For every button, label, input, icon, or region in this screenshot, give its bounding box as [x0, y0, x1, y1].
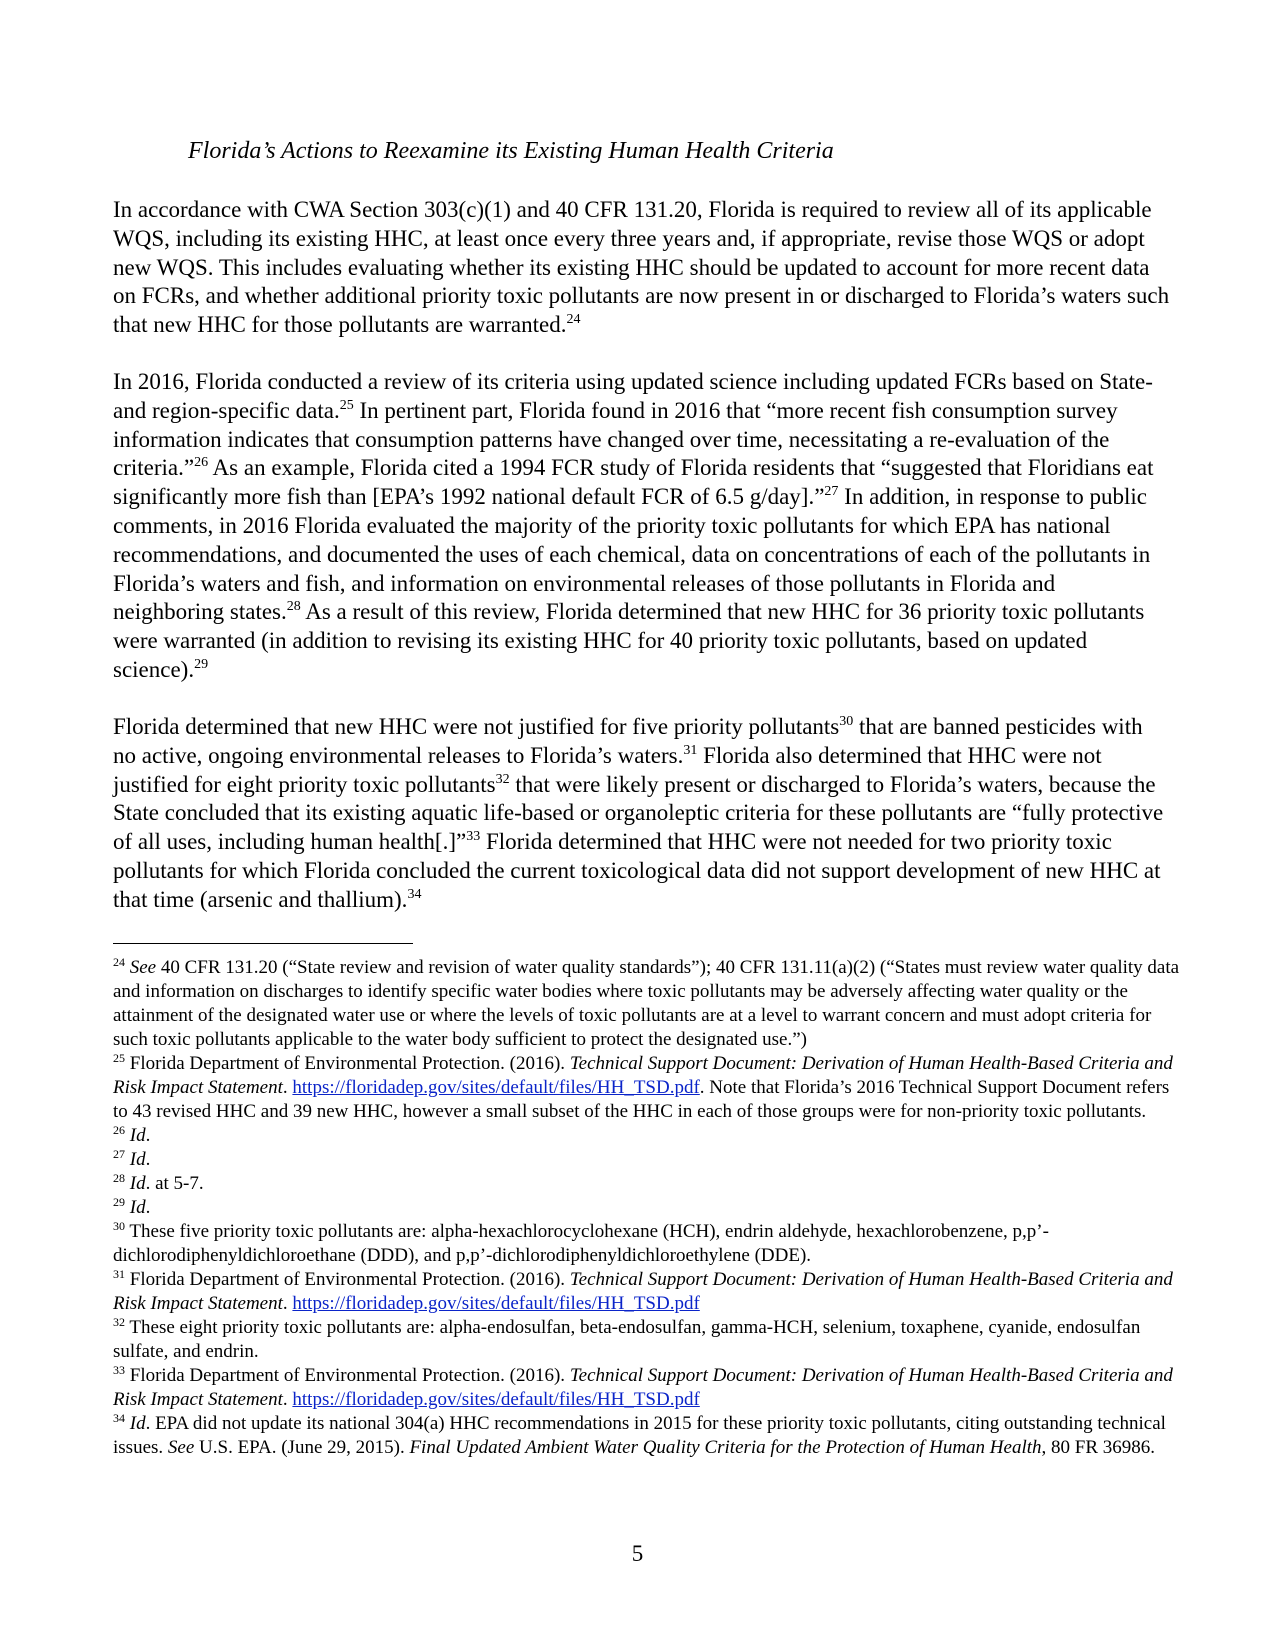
footnote-32	[113, 1316, 1183, 1364]
footnote-number: 29	[113, 1195, 125, 1209]
footnote-title: Final Updated Ambient Water Quality Criteria for the Protection of Human Health	[409, 1437, 1042, 1458]
footnote-number: 24	[113, 955, 125, 969]
footnote-title: Technical Support Document: Derivation of Human Health-Based Criteria and Risk Impact Statement	[113, 1365, 1173, 1410]
footnote-text: . Note that Florida’s 2016 Technical Support Document refers to 43 revised HHC and 39 new HHC, however a small subset of the HHC in each of those groups were for non-priority toxic pollutants.	[113, 1077, 1170, 1122]
footnote-25	[113, 1052, 1183, 1124]
paragraph-text: that are banned pesticides with no active, ongoing environmental releases to Florida’s waters.	[113, 714, 1143, 768]
footnote-text: .	[145, 1197, 151, 1218]
footnote-id: Id	[129, 1173, 146, 1194]
footnote-ref-29[interactable]: 29	[194, 656, 209, 672]
paragraph-text: that were likely present or discharged to Florida’s waters, because the State concluded that its existing aquatic life-based or organoleptic criteria for these pollutants are “fully protective of all uses, including human health[.]”	[113, 771, 1164, 855]
section-heading: Florida’s Actions to Reexamine its Existing Human Health Criteria	[188, 138, 834, 164]
paragraph-text: In accordance with CWA Section 303(c)(1) and 40 CFR 131.20, Florida is required to review all of its applicable WQS, including its existing HHC, at least once every three years and, if appropriate, revise those WQS or adopt new WQS. This includes evaluating whether its existing HHC should be updated to account for more recent data on FCRs, and whether additional priority toxic pollutants are now present in or discharged to Florida’s waters such that new HHC for those pollutants are warranted.	[113, 197, 1170, 338]
paragraph-text: In pertinent part, Florida found in 2016 that “more recent fish consumption survey information indicates that consumption patterns have changed over time, necessitating a re-evaluation of the criteria.”	[113, 397, 1118, 481]
footnote-text: These five priority toxic pollutants are: alpha-hexachlorocyclohexane (HCH), endrin aldehyde, hexachlorobenzene, p,p’-dichlorodiphenyldichloroethane (DDD), and p,p’-dichlorodiphenyldichloroethylene (DDE).	[113, 1221, 1049, 1266]
footnote-number: 30	[113, 1219, 125, 1233]
paragraph-review-requirement	[113, 196, 1171, 340]
footnote-signal: See	[129, 957, 157, 978]
footnote-number: 34	[113, 1411, 125, 1425]
paragraph-text: As an example, Florida cited a 1994 FCR study of Florida residents that “suggested that Floridians eat significantly more fish than [EPA’s 1992 national default FCR of 6.5 g/day].”	[113, 455, 1154, 510]
footnote-text: . at 5-7.	[145, 1173, 204, 1194]
footnote-29	[113, 1196, 1183, 1220]
footnote-ref-26[interactable]: 26	[194, 455, 209, 471]
footnote-ref-28[interactable]: 28	[286, 599, 301, 615]
footnote-27	[113, 1148, 1183, 1172]
paragraph-text: Florida determined that HHC were not needed for two priority toxic pollutants for which Florida concluded the current toxicological data did not support development of new HHC at that time (arsenic and thallium).	[113, 829, 1161, 912]
footnote-text: U.S. EPA. (June 29, 2015).	[194, 1437, 410, 1458]
paragraph-text: As a result of this review, Florida determined that new HHC for 36 priority toxic pollutants were warranted (in addition to revising its existing HHC for 40 priority toxic pollutants, based on updated science).	[113, 599, 1145, 682]
footnote-text: .	[145, 1149, 151, 1170]
footnote-26	[113, 1124, 1183, 1148]
footnote-ref-32[interactable]: 32	[495, 771, 510, 787]
footnote-id: Id	[129, 1125, 146, 1146]
footnote-separator	[113, 943, 413, 944]
footnote-text: .	[282, 1389, 293, 1410]
footnote-title: Technical Support Document: Derivation of Human Health-Based Criteria and Risk Impact Statement	[113, 1269, 1173, 1314]
paragraph-text: In 2016, Florida conducted a review of its criteria using updated science including updated FCRs based on State- and region-specific data.	[113, 369, 1153, 423]
footnote-text: .	[282, 1077, 293, 1098]
footnote-signal: See	[167, 1437, 195, 1458]
paragraph-2016-review	[113, 368, 1171, 685]
page-number: 5	[631, 1541, 644, 1566]
footnote-text: , 80 FR 36986.	[1041, 1437, 1155, 1458]
footnote-text: . EPA did not update its national 304(a) HHC recommendations in 2015 for these priority toxic pollutants, citing outstanding technical issues.	[113, 1413, 1166, 1458]
footnote-ref-27[interactable]: 27	[824, 484, 839, 500]
footnote-24	[113, 956, 1183, 1052]
footnote-id: Id	[129, 1197, 146, 1218]
footnote-number: 31	[113, 1267, 125, 1281]
footnote-text: .	[282, 1293, 293, 1314]
footnote-30	[113, 1220, 1183, 1268]
footnote-28	[113, 1172, 1183, 1196]
footnote-number: 32	[113, 1315, 125, 1329]
footnote-text: Florida Department of Environmental Protection. (2016).	[125, 1365, 570, 1386]
tsd-link[interactable]: https://floridadep.gov/sites/default/files/HH_TSD.pdf	[292, 1389, 700, 1410]
paragraph-text: Florida also determined that HHC were not justified for eight priority toxic pollutants	[113, 742, 1102, 797]
footnote-text: Florida Department of Environmental Protection. (2016).	[125, 1053, 570, 1074]
footnote-ref-31[interactable]: 31	[683, 742, 698, 758]
footnote-33	[113, 1364, 1183, 1412]
paragraph-text: In addition, in response to public comments, in 2016 Florida evaluated the majority of the priority toxic pollutants for which EPA has national recommendations, and documented the uses of each chemical, data on concentrations of each of the pollutants in Florida’s waters and fish, and information on environmental releases of those pollutants in Florida and neighboring states.	[113, 484, 1151, 625]
footnote-number: 25	[113, 1051, 125, 1065]
footnote-ref-33[interactable]: 33	[466, 829, 481, 845]
footnote-ref-30[interactable]: 30	[839, 714, 854, 729]
footnote-text: Florida Department of Environmental Protection. (2016).	[125, 1269, 570, 1290]
footnote-title: Technical Support Document: Derivation of Human Health-Based Criteria and Risk Impact Statement	[113, 1053, 1173, 1098]
footnote-number: 28	[113, 1171, 125, 1185]
footnote-34	[113, 1412, 1183, 1460]
footnote-id: Id	[129, 1149, 146, 1170]
footnote-number: 26	[113, 1123, 125, 1137]
tsd-link[interactable]: https://floridadep.gov/sites/default/files/HH_TSD.pdf	[292, 1293, 700, 1314]
footnote-text: These eight priority toxic pollutants are: alpha-endosulfan, beta-endosulfan, gamma-HCH, selenium, toxaphene, cyanide, endosulfan sulfate, and endrin.	[113, 1317, 1141, 1362]
footnotes	[113, 956, 1183, 1460]
footnote-text: 40 CFR 131.20 (“State review and revision of water quality standards”); 40 CFR 131.11(a)(2) (“States must review water quality data and information on discharges to identify specific water bodies where toxic pollutants may be adversely affecting water quality or the attainment of the designated water use or where the levels of toxic pollutants are at a level to warrant concern and must adopt criteria for such toxic pollutants applicable to the water body sufficient to protect the designated use.”)	[113, 957, 1180, 1050]
footnote-ref-25[interactable]: 25	[339, 397, 354, 413]
footnote-number: 33	[113, 1363, 125, 1377]
footnote-31	[113, 1268, 1183, 1316]
footnote-id: Id	[129, 1413, 146, 1434]
footnote-ref-24[interactable]: 24	[566, 312, 581, 328]
footnote-ref-34[interactable]: 34	[407, 886, 422, 902]
footnote-text: .	[145, 1125, 151, 1146]
paragraph-text: Florida determined that new HHC were not justified for five priority pollutants	[113, 714, 840, 739]
paragraph-hhc-not-justified	[113, 713, 1171, 915]
footnote-number: 27	[113, 1147, 125, 1161]
tsd-link[interactable]: https://floridadep.gov/sites/default/files/HH_TSD.pdf	[292, 1077, 700, 1098]
